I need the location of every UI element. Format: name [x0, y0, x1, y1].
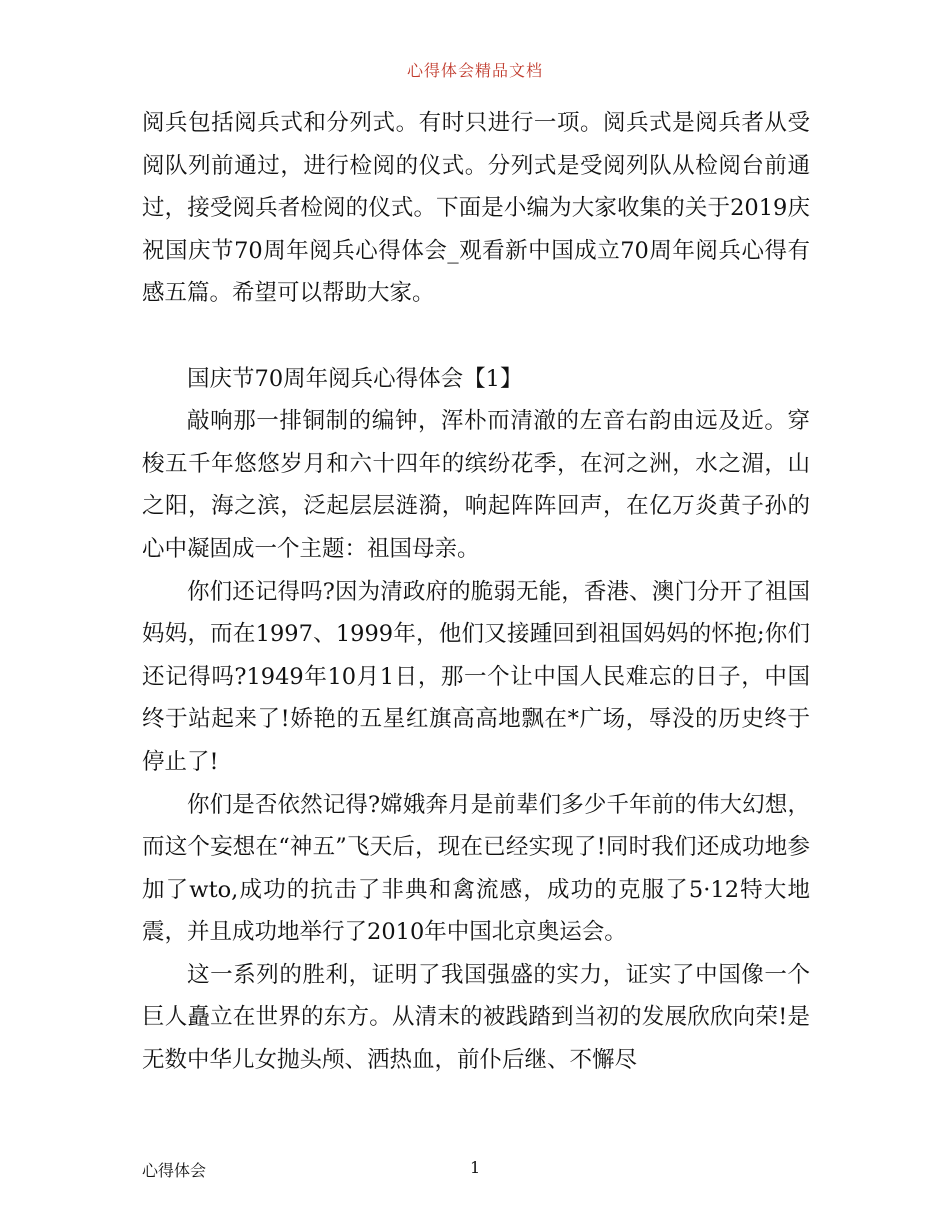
body-paragraph-2: 你们还记得吗?因为清政府的脆弱无能，香港、澳门分开了祖国妈妈，而在1997、1999年，他们又接踵回到祖国妈妈的怀抱;你们还记得吗?1949年10月1日，那一个让中国人民难忘的日子，中国终于站起来了!娇艳的五星红旗高高地飘在*广场，辱没的历史终于停止了! [142, 578, 810, 775]
body-paragraph-3: 你们是否依然记得?嫦娥奔月是前辈们多少千年前的伟大幻想，而这个妄想在“神五”飞天后，现在已经实现了!同时我们还成功地参加了wto,成功的抗击了非典和禽流感，成功的克服了5·12特大地震，并且成功地举行了2010年中国北京奥运会。 [142, 791, 810, 946]
footer-label: 心得体会 [142, 1161, 207, 1180]
intro-paragraph: 阅兵包括阅兵式和分列式。有时只进行一项。阅兵式是阅兵者从受阅队列前通过，进行检阅的仪式。分列式是受阅列队从检阅台前通过，接受阅兵者检阅的仪式。下面是小编为大家收集的关于2019庆祝国庆节70周年阅兵心得体会_观看新中国成立70周年阅兵心得有感五篇。希望可以帮助大家。 [142, 110, 810, 307]
page-number: 1 [470, 1158, 481, 1177]
document-body [142, 102, 810, 1082]
page-header-title: 心得体会精品文档 [406, 61, 543, 80]
body-paragraph-4: 这一系列的胜利，证明了我国强盛的实力，证实了中国像一个巨人矗立在世界的东方。从清末的被践踏到当初的发展欣欣向荣!是无数中华儿女抛头颅、洒热血，前仆后继、不懈尽 [142, 961, 810, 1074]
section-title: 国庆节70周年阅兵心得体会【1】 [187, 365, 523, 392]
body-paragraph-1: 敲响那一排铜制的编钟，浑朴而清澈的左音右韵由远及近。穿梭五千年悠悠岁月和六十四年的缤纷花季，在河之洲，水之湄，山之阳，海之滨，泛起层层涟漪，响起阵阵回声，在亿万炎黄子孙的心中凝固成一个主题：祖国母亲。 [142, 408, 810, 562]
